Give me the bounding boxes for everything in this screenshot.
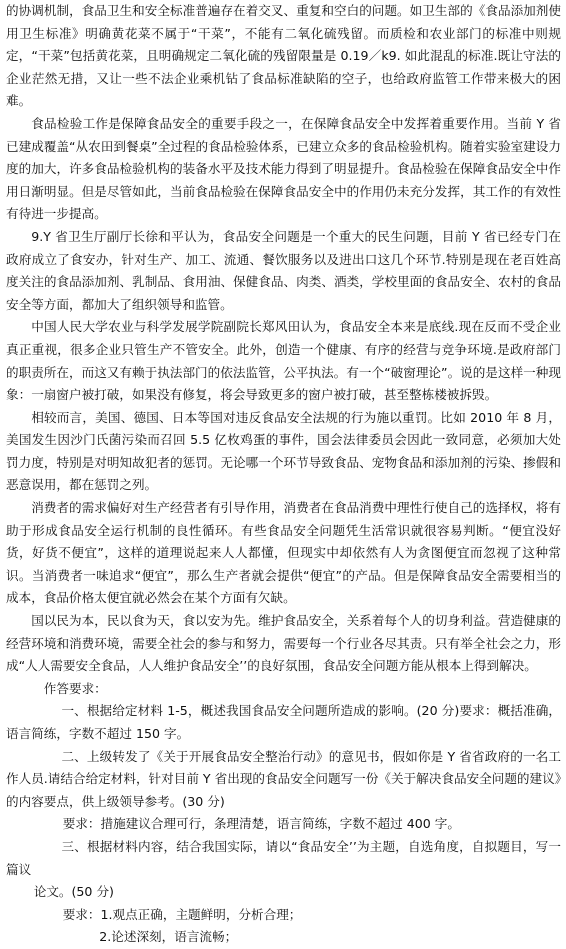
question-3-requirement-2: 2.论述深刻，语言流畅；	[99, 929, 238, 945]
paragraph-consumer-demand: 消费者的需求偏好对生产经营者有引导作用，消费者在食品消费中理性行使自己的选择权，将有助于形成食品安全运行机制的良性循环。有些食品安全问题凭生活常识就很容易判断。“便宜没好货，好货不便宜”，这样的道理说起来人人都懂，但现实中却依然有人为贪图便宜而忽视了这种常识。当消费者一味追求“便宜”，那么生产者就会提供“便宜”的产品。但是保障食品安全需要相当的成本，食品价格太便宜就必然会在某个方面有欠缺。	[6, 500, 561, 606]
question-3: 三、根据材料内容，结合我国实际，请以“食品安全’’为主题，自选角度，自拟题目，写一篇议	[6, 838, 561, 877]
paragraph-foreign-penalties: 相较而言，美国、德国、日本等国对违反食品安全法规的行为施以重罚。比如 2010 年 8 月，美国发生因沙门氏菌污染而召回 5.5 亿枚鸡蛋的事件，国会法律委员会因此一致同意，必须加大处罚力度，特别是对明知故犯者的惩罚。无论哪一个环节导致食品、宠物食品和添加剂的污染、掺假和恶意误用，都在惩罚之列。	[6, 409, 561, 493]
paragraph-health-department: 9.Y 省卫生厅副厅长徐和平认为，食品安全问题是一个重大的民生问题，目前 Y 省已经专门在政府成立了食安办，针对生产、加工、流通、餐饮服务以及进出口这几个环节.特别是现在老百姓高度关注的食品添加剂、乳制品、食用油、保健食品、肉类、酒类，学校里面的食品安全、农村的食品安全等方面，都加大了组织领导和监管。	[6, 228, 561, 312]
paragraph-renmin-university: 中国人民大学农业与科学发展学院副院长郑风田认为，食品安全本来是底线.现在反而不受企业真正重视，很多企业只管生产不管安全。此外，创造一个健康、有序的经营与竞争环境.是政府部门的职责所在，而这又有赖于执法部门的依法监管，公平执法。有一个“破窗理论”。说的是这样一种现象：一扇窗户被打破，如果没有修复，将会导致更多的窗户被打破，甚至整栋楼被拆毁。	[6, 319, 561, 403]
paragraph-food-inspection: 食品检验工作是保障食品安全的重要手段之一，在保障食品安全中发挥着重要作用。当前 Y 省已建成覆盖“从农田到餐桌”全过程的食品检验体系，已建立众多的食品检验机构。随着实验室建设力度的加大，许多食品检验机构的装备水平及技术能力得到了明显提升。食品检验在保障食品安全中作用日渐明显。但是尽管如此，当前食品检验在保障食品安全中的作用仍未充分发挥，其工作的有效性有待进一步提高。	[6, 115, 561, 222]
question-3-continuation: 论文。(50 分)	[33, 884, 114, 900]
answer-requirements-heading: 作答要求：	[43, 680, 107, 696]
question-3-requirement-1: 要求：1.观点正确，主题鲜明，分析合理；	[62, 906, 302, 922]
question-2: 二、上级转发了《关于开展食品安全整治行动》的意见书，假如你是 Y 省省政府的一名工作人员.请结合给定材料，针对目前 Y 省出现的食品安全问题写一份《关于解决食品安全问题的建议》的内容要点，供上级领导参考。(30 分)	[6, 748, 561, 809]
question-2-requirements: 要求：措施建议合理可行，条理清楚，语言简练，字数不超过 400 字。	[62, 816, 460, 832]
question-1: 一、根据给定材料 1-5，概述我国食品安全问题所造成的影响。(20 分)要求：概括准确，语言简练，字数不超过 150 字。	[6, 703, 561, 741]
paragraph-conclusion: 国以民为本，民以食为天，食以安为先。维护食品安全，关系着每个人的切身利益。营造健康的经营环境和消费环境，需要全社会的参与和努力，需要每一个行业各尽其责。只有举全社会之力，形成“人人需要安全食品，人人维护食品安全’’的良好氛围，食品安全问题方能从根本上得到解决。	[6, 613, 561, 674]
paragraph-standards: 的协调机制，食品卫生和安全标准普遍存在着交叉、重复和空白的问题。如卫生部的《食品添加剂使用卫生标准》明确黄花菜不属于“干菜”，不能有二氧化硫残留。而质检和农业部门的标准中则规定，“干菜”包括黄花菜，且明确规定二氧化硫的残留限量是 0.19／k9. 如此混乱的标准.既让守法的企业茫然无措，又让一些不法企业乘机钻了食品标准缺陷的空子，也给政府监管工作带来极大的困难。	[6, 3, 561, 109]
